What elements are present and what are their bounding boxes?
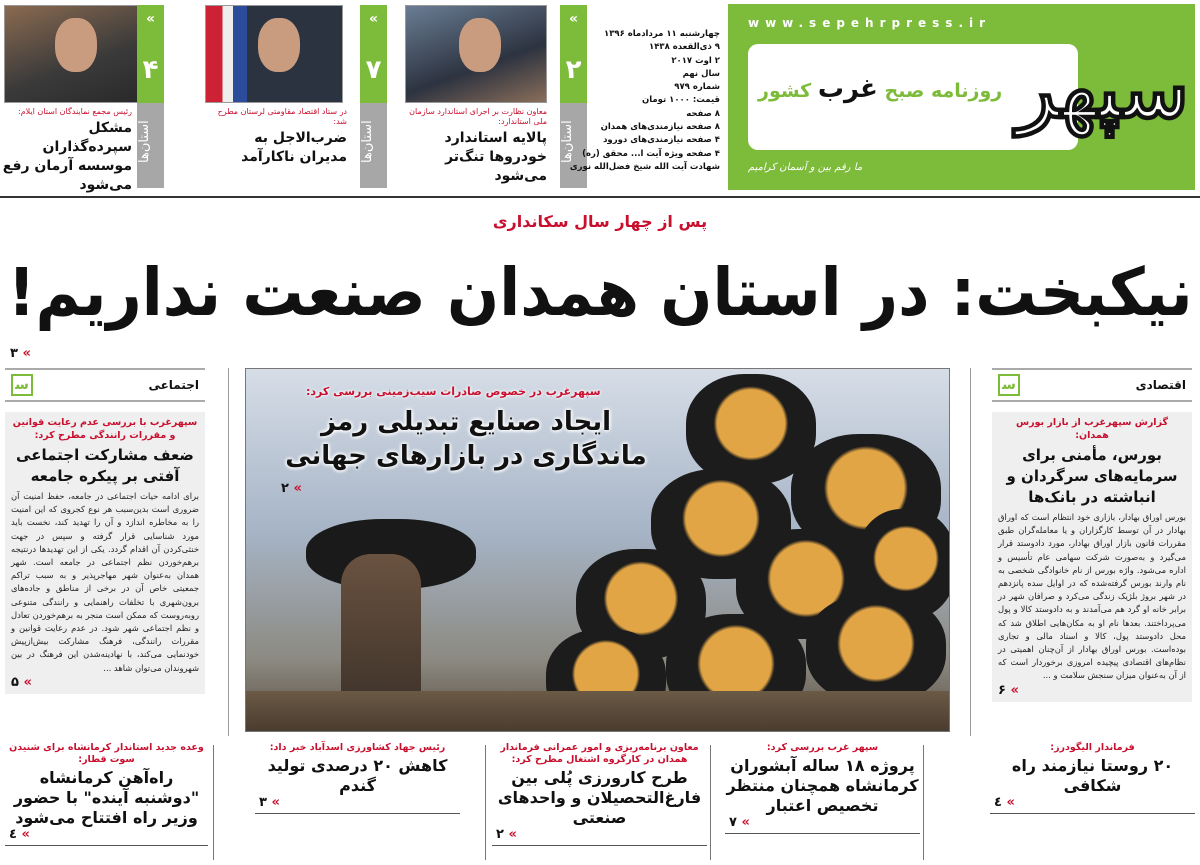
date-persian: چهارشنبه ۱۱ مردادماه ۱۳۹۶	[604, 29, 720, 39]
page-number: ۲	[565, 55, 582, 85]
page-ref[interactable]: ۳ «	[259, 795, 280, 810]
story-kicker: در ستاد اقتصاد مقاومتی لرستان مطرح شد:	[217, 107, 347, 126]
column-divider	[228, 368, 229, 736]
social-column	[5, 368, 205, 694]
section-title: اجتماعی	[148, 378, 199, 392]
story-kicker: فرماندار الیگودرز:	[1050, 742, 1135, 753]
page-ref[interactable]: ٤ «	[994, 795, 1015, 810]
page-number: ۴	[142, 55, 159, 85]
issue-info	[569, 28, 720, 174]
story-photo	[205, 5, 343, 103]
page-ref[interactable]: ۵ «	[11, 674, 32, 690]
page-ref[interactable]: ۶ «	[998, 682, 1019, 698]
lead-page-ref[interactable]: ۳ «	[10, 346, 31, 361]
website-url[interactable]: www.sepehrpress.ir	[748, 16, 992, 30]
article-body: برای ادامه حیات اجتماعی در جامعه، حفظ امنیت آن ضروری است بدین‌سبب هر نوع کجروی که این امنیت را به مخاطره اندازد و آن را تهدید کند، نخست باید مورد شناسایی قرار گرفته و سپس در جهت خنثی‌کردن آن اقدام گردد. یکی از این تهدیدها درنتیجه برهم‌خوردن نظم اجتماعی در جامعه است. شهر همدان به‌عنوان شهر مهاجرپذیر و به سبب تراکم جمعیتی خاص آن در برخی از مناطق و جاده‌های برون‌شهری با تخلفات راهنمایی و رانندگی متنوعی روبه‌روست که ممکن است منجر به برهم‌خوردن تعادل و نظم اجتماعی شهر شود. در عدم رعایت قوانین و مقررات رانندگی، فرهنگ مشارکت بیش‌ازپیش خودنمایی می‌کند، با نهادینه‌شدن این فرهنگ در بین شهروندان می‌توان شاهد ...	[11, 491, 199, 673]
logo-icon: ﺳ	[998, 374, 1020, 396]
page-ref[interactable]: ۲ «	[496, 827, 517, 842]
page-ref[interactable]: ۲ «	[281, 481, 302, 496]
occasion: شهادت آیت الله شیخ فضل‌الله نوری	[569, 161, 720, 172]
bottom-story-2[interactable]	[725, 742, 920, 834]
bottom-story-1[interactable]	[990, 742, 1195, 814]
story-headline[interactable]: راه‌آهن کرمانشاه "دوشنبه آینده" با حضور وزیر راه افتتاح می‌شود	[13, 768, 200, 827]
story-kicker: معاون نظارت بر اجرای استاندارد سازمان ملی استاندارد:	[409, 107, 547, 126]
story-headline[interactable]: پروژه ۱۸ ساله آبشوران کرمانشاه همچنان منتظر تخصیص اعتبار	[726, 756, 919, 815]
year-label: سال نهم	[682, 68, 720, 79]
motto: ما رقم بین و آسمان کرامیم	[748, 162, 863, 173]
page-count: ۸ صفحه	[686, 108, 720, 119]
bottom-story-3[interactable]	[492, 742, 707, 846]
bottom-story-5[interactable]	[5, 742, 208, 846]
supplement-1: ۸ صفحه نیازمندی‌های همدان	[600, 122, 720, 133]
story-photo	[4, 5, 138, 103]
photo-headline[interactable]: ایجاد صنایع تبدیلی رمز ماندگاری در بازارهای جهانی	[285, 407, 647, 471]
section-title: اقتصادی	[1135, 378, 1186, 392]
page-ref[interactable]: ٤ «	[9, 827, 30, 842]
page-tab	[360, 5, 387, 103]
article-kicker: سپهرغرب با بررسی عدم رعایت قوانین و مقررات رانندگی مطرح کرد:	[12, 417, 198, 441]
column-divider	[213, 745, 214, 860]
story-kicker: رئیس مجمع نمایندگان استان ایلام:	[18, 107, 132, 116]
logo-icon: ﺳ	[11, 374, 33, 396]
page-number: ۷	[365, 55, 382, 85]
column-divider	[485, 745, 486, 860]
story-headline[interactable]: کاهش ۲۰ درصدی تولید گندم	[267, 756, 448, 795]
chevron-icon: «	[568, 11, 579, 27]
section-label: استان‌ها	[560, 103, 587, 188]
price: قیمت: ۱۰۰۰ تومان	[641, 95, 720, 106]
photo-story[interactable]	[245, 368, 950, 732]
story-kicker: سپهر غرب بررسی کرد:	[766, 742, 879, 753]
issue-number: شماره ۹۷۹	[674, 82, 720, 93]
supplement-2: ۴ صفحه نیازمندی‌های دورود	[603, 135, 720, 146]
story-photo	[405, 5, 547, 103]
article-headline[interactable]: بورس، مأمنی برای سرمایه‌های سرگردان و انباشته در بانک‌ها	[1006, 446, 1178, 506]
column-divider	[710, 745, 711, 860]
section-label: استان‌ها	[137, 103, 164, 188]
newspaper-subtitle: روزنامه صبح غرب کشور	[758, 74, 1003, 104]
section-label: استان‌ها	[360, 103, 387, 188]
economic-column	[992, 368, 1192, 702]
chevron-icon: «	[145, 11, 156, 27]
column-divider	[923, 745, 924, 860]
page-tab	[560, 5, 587, 103]
lead-headline[interactable]: نیکبخت: در استان همدان صنعت نداریم!	[7, 253, 1193, 331]
story-headline[interactable]: طرح کارورزی پُلی بین فارغ‌التحصیلان و واحدهای صنعتی	[497, 768, 702, 827]
story-kicker: رئیس جهاد کشاورزی اسدآباد خبر داد:	[269, 742, 446, 753]
story-kicker: معاون برنامه‌ریزی و امور عمرانی فرماندار همدان در کارگروه اشتغال مطرح کرد:	[500, 742, 699, 765]
supplement-3: ۴ صفحه ویژه آیت ا... محقق (ره)	[582, 148, 720, 159]
article-kicker: گزارش سپهرغرب از بازار بورس همدان:	[1016, 417, 1168, 441]
photo-kicker: سپهرغرب در خصوص صادرات سیب‌زمینی بررسی کرد:	[306, 385, 601, 398]
masthead-logo[interactable]	[728, 4, 1195, 190]
logo-wordmark: سپهر	[1016, 42, 1189, 136]
top-story-1[interactable]	[402, 5, 592, 190]
page-tab	[137, 5, 164, 103]
story-headline[interactable]: ۲۰ روستا نیازمند راه شکافی	[1011, 756, 1174, 795]
lead-kicker: پس از چهار سال سکانداری	[492, 212, 708, 231]
masthead-divider	[0, 196, 1200, 198]
story-kicker: وعده جدید استاندار کرمانشاه برای شنیدن سوت قطار:	[9, 742, 204, 765]
top-story-3[interactable]	[2, 5, 192, 193]
article-headline[interactable]: ضعف مشارکت اجتماعی آفتی بر پیکره جامعه	[16, 446, 194, 485]
column-divider	[970, 368, 971, 736]
date-gregorian: ۲ اوت ۲۰۱۷	[671, 55, 720, 66]
top-story-2[interactable]	[202, 5, 392, 190]
date-hijri: ۹ ذی‌القعده ۱۴۳۸	[649, 42, 720, 53]
article-body: بورس اوراق بهادار، بازاری خود انتظام است که اوراق بهادار در آن توسط کارگزاران و یا معامله‌گران طبق مقررات قانون بازار اوراق بهادار، مورد دادوستد قرار می‌گیرد و به‌صورت شرکت سهامی عام تأسیس و اداره می‌شود. واژه بورس از نام خانوادگی شخصی به نام وارند بورس گرفته‌شده که در اوایل سده پانزدهم در شهر بروژ بلژیک زندگی می‌کرد و صرافان شهر در برابر خانه او گرد هم می‌آمدند و به دادوستد کالا و پول می‌پرداختند. بعدها نام او به مکان‌هایی اطلاق شد که محل دادوستد پول، کالا و اسناد مالی و تجاری بوده‌است. بورس اوراق بهادار از آن‌چنان اهمیتی در نظام‌های اقتصادی پیچیده امروزی برخوردار است که از آن به‌عنوان میزان سنجش سلامت و ...	[998, 512, 1186, 681]
bottom-story-4[interactable]	[255, 742, 460, 814]
page-ref[interactable]: ۷ «	[729, 815, 750, 830]
story-headline[interactable]: ضرب‌الاجل به مدیران ناکارآمد	[241, 130, 347, 165]
story-headline[interactable]: مشکل سپرده‌گذاران موسسه آرمان رفع می‌شود	[2, 120, 132, 193]
chevron-icon: «	[368, 11, 379, 27]
story-headline[interactable]: پالایه استاندارد خودروها تنگ‌تر می‌شود	[444, 130, 547, 184]
